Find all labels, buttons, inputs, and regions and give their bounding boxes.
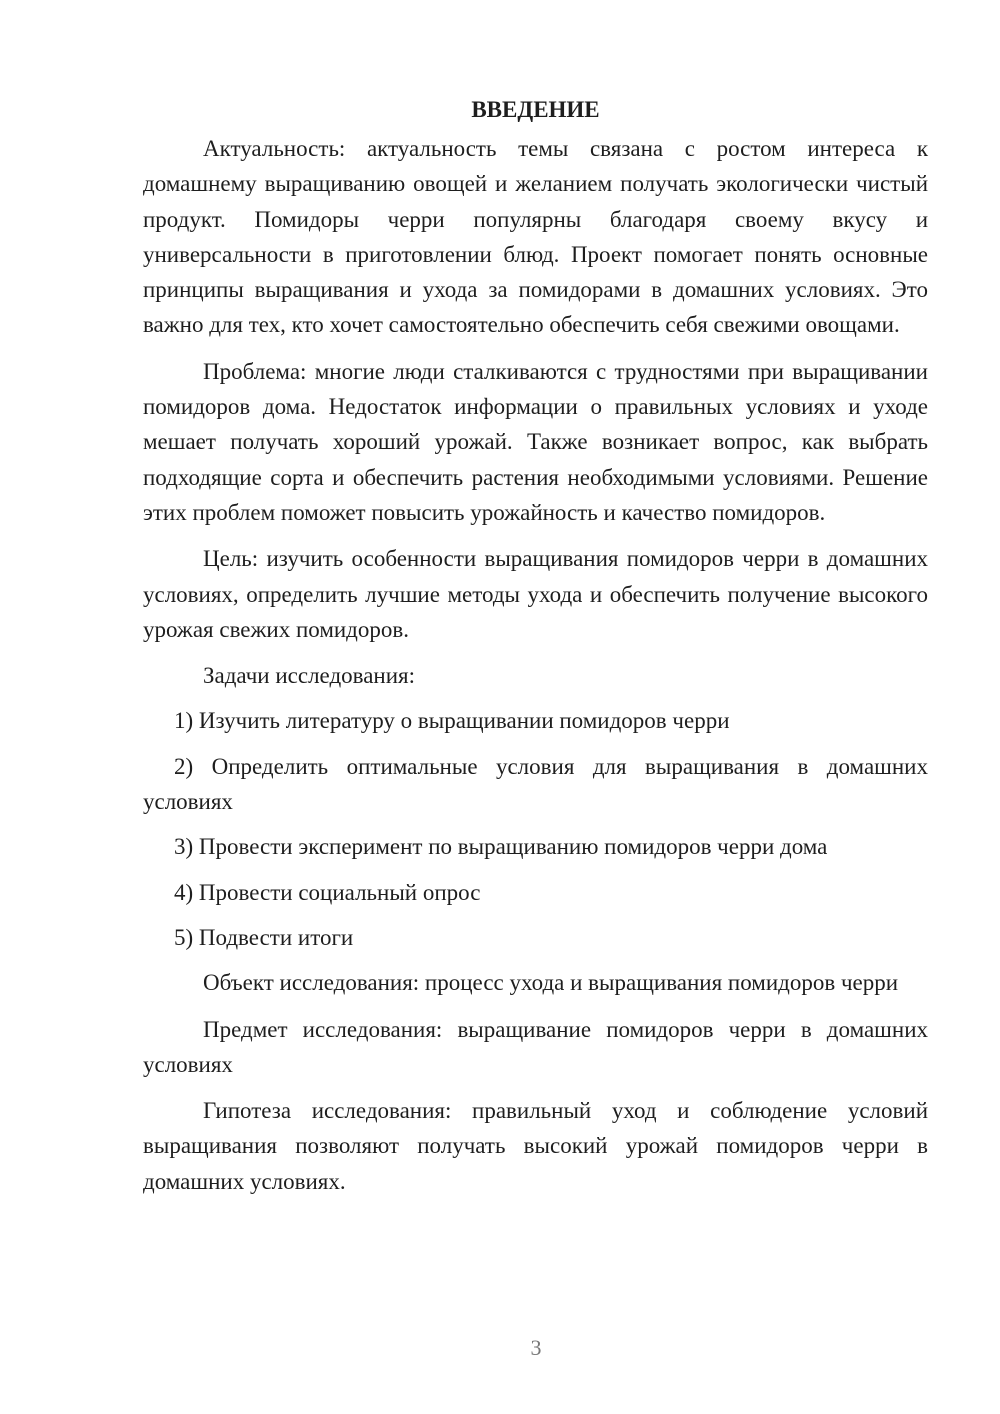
hypothesis-paragraph: Гипотеза исследования: правильный уход и соблюдение условий выращивания позволяют получать высокий урожай помидоров черри в домашних условиях. [143,1098,928,1194]
task-item: 1) Изучить литературу о выращивании помидоров черри [174,708,730,734]
object-paragraph: Объект исследования: процесс ухода и выращивания помидоров черри [203,970,899,996]
page-content [143,92,928,1210]
problem-paragraph: Проблема: многие люди сталкиваются с трудностями при выращивании помидоров дома. Недостаток информации о правильных условиях и уходе мешает получать хороший урожай. Также возникает вопрос, как выбрать подходящие сорта и обеспечить растения необходимыми условиями. Решение этих проблем поможет повысить урожайность и качество помидоров. [143,358,928,525]
goal-paragraph: Цель: изучить особенности выращивания помидоров черри в домашних условиях, определить лучшие методы ухода и обеспечить получение высокого урожая свежих помидоров. [143,546,928,642]
task-item: 3) Провести эксперимент по выращиванию помидоров черри дома [174,834,828,860]
tasks-heading: Задачи исследования: [203,663,416,689]
page-title: ВВЕДЕНИЕ [471,97,600,122]
page-number: 3 [530,1335,542,1360]
task-item: 2) Определить оптимальные условия для выращивания в домашних условиях [143,753,928,815]
task-item: 4) Провести социальный опрос [174,879,481,905]
task-item: 5) Подвести итоги [174,924,354,950]
relevance-paragraph: Актуальность: актуальность темы связана с ростом интереса к домашнему выращиванию овощей и желанием получать экологически чистый продукт. Помидоры черри популярны благодаря своему вкусу и универсальности в приготовлении блюд. Проект помогает понять основные принципы выращивания и ухода за помидорами в домашних условиях. Это важно для тех, кто хочет самостоятельно обеспечить себя свежими овощами. [143,136,928,338]
subject-paragraph: Предмет исследования: выращивание помидоров черри в домашних условиях [143,1016,928,1077]
